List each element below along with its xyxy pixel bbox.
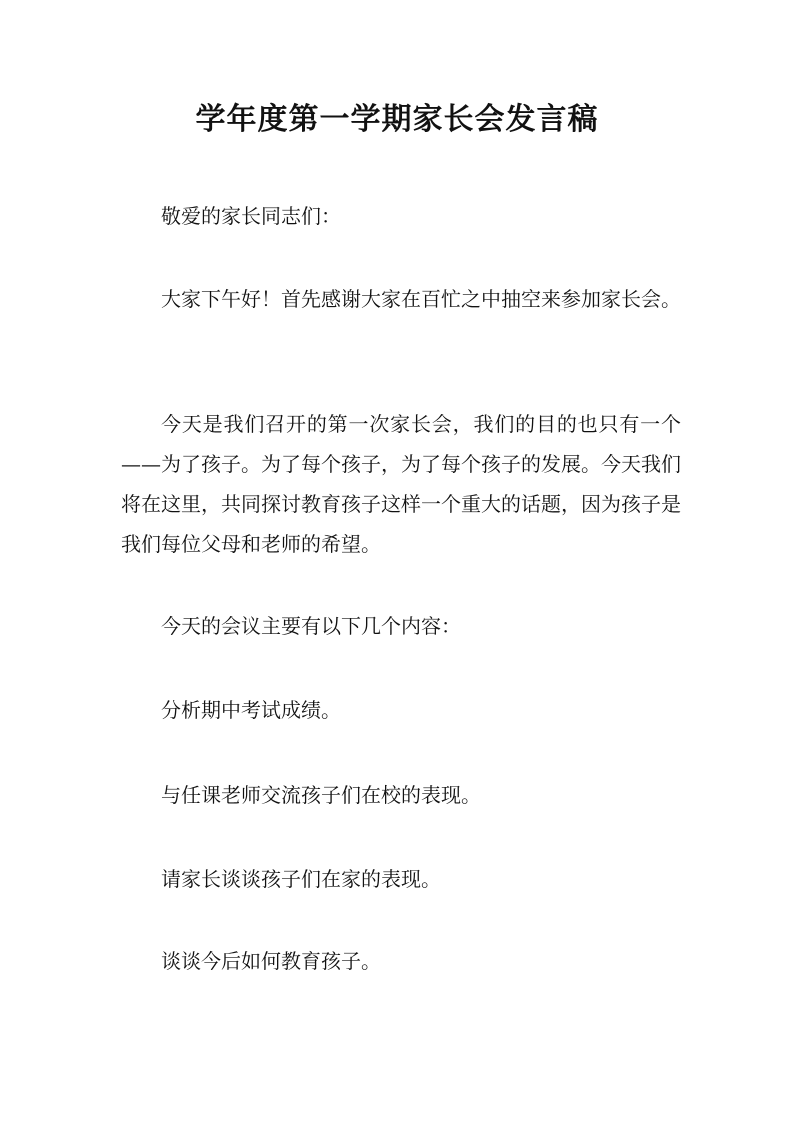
document-title: 学年度第一学期家长会发言稿: [195, 102, 599, 137]
agenda-item: 请家长谈谈孩子们在家的表现。: [161, 867, 441, 891]
agenda-intro-paragraph: 今天的会议主要有以下几个内容：: [161, 614, 461, 638]
agenda-item: 与任课老师交流孩子们在校的表现。: [161, 783, 481, 807]
thanks-paragraph: 大家下午好！首先感谢大家在百忙之中抽空来参加家长会。: [161, 287, 681, 311]
agenda-item: 谈谈今后如何教育孩子。: [161, 949, 381, 973]
agenda-item: 分析期中考试成绩。: [161, 698, 341, 722]
purpose-paragraph: 今天是我们召开的第一次家长会，我们的目的也只有一个——为了孩子。为了每个孩子，为了每个孩子的发展。今天我们将在这里，共同探讨教育孩子这样一个重大的话题，因为孩子是我们每位父母和老师的希望。: [121, 412, 681, 556]
greeting-paragraph: 敬爱的家长同志们：: [161, 204, 341, 228]
